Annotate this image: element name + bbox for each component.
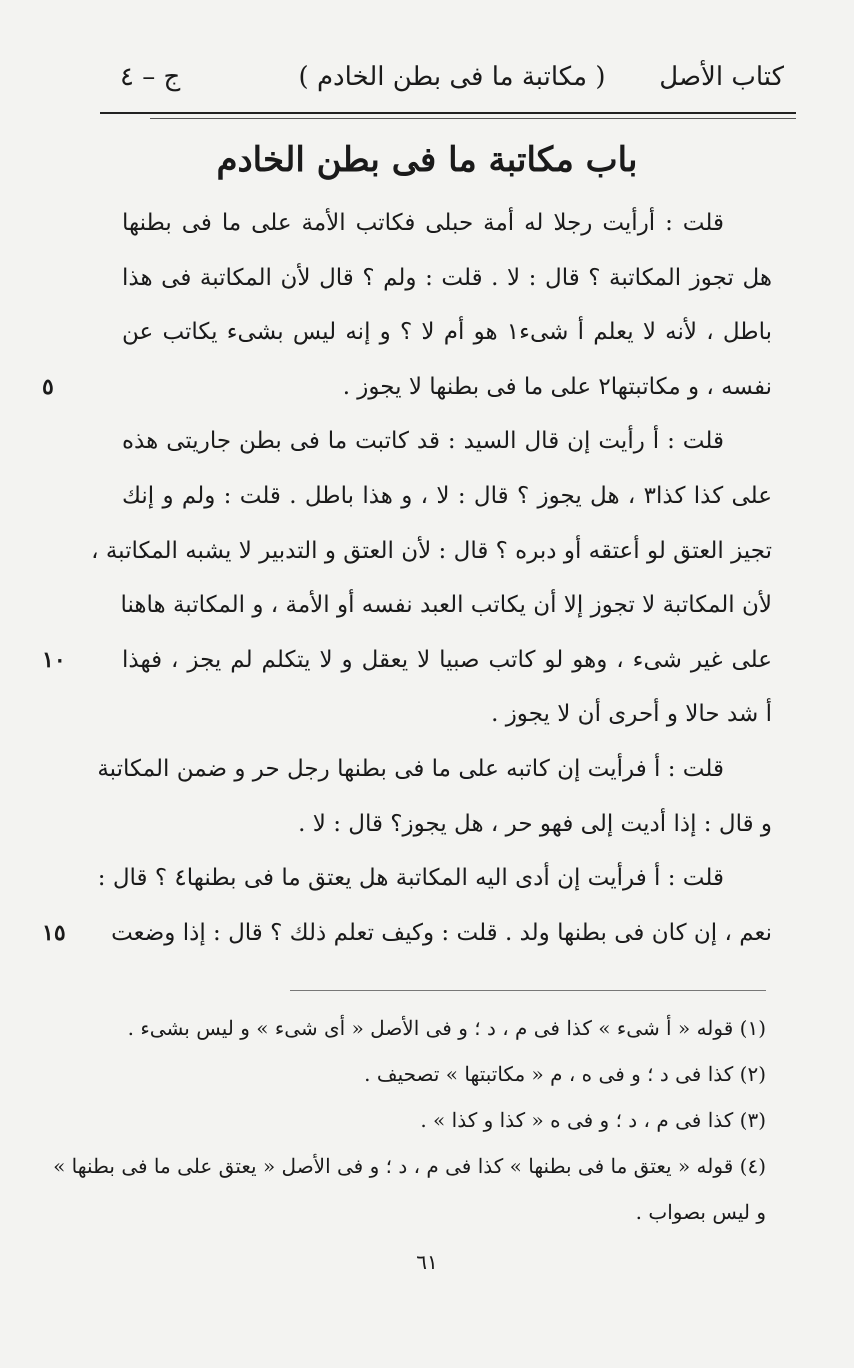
header-book-title: كتاب الأصل [659, 62, 784, 92]
header-chapter-title: ( مكاتبة ما فى بطن الخادم ) [298, 62, 606, 92]
footnote-rule [290, 990, 766, 991]
section-title: باب مكاتبة ما فى بطن الخادم [216, 140, 638, 180]
text-line: تجيز العتق لو أعتقه أو دبره ؟ قال : لأن العتق و التدبير لا يشبه المكاتبة ، [91, 537, 772, 564]
text-line: نعم ، إن كان فى بطنها ولد . قلت : وكيف تعلم ذلك ؟ قال : إذا وضعت [111, 919, 772, 946]
text-line: باطل ، لأنه لا يعلم أ شىء١ هو أم لا ؟ و إنه ليس بشىء يكاتب عن [122, 319, 772, 346]
text-line: نفسه ، و مكاتبتها٢ على ما فى بطنها لا يجوز . [342, 373, 772, 400]
header-rule [100, 112, 796, 114]
header-rule-thin [150, 118, 796, 119]
line-number: ٥ [42, 373, 54, 400]
page-number: ٦١ [416, 1250, 438, 1274]
line-number: ١٠ [42, 646, 66, 673]
footnote: (١) قوله « أ شىء » كذا فى م ، د ؛ و فى الأصل « أى شىء » و ليس بشىء . [127, 1016, 766, 1040]
footnote: (٢) كذا فى د ؛ و فى ه ، م « مكاتبتها » تصحيف . [364, 1062, 766, 1086]
text-line: قلت : أ فرأيت إن أدى اليه المكاتبة هل يعتق ما فى بطنها٤ ؟ قال : [97, 865, 724, 892]
text-line: قلت : أ فرأيت إن كاتبه على ما فى بطنها رجل حر و ضمن المكاتبة [97, 755, 724, 782]
text-line: على كذا كذا٣ ، هل يجوز ؟ قال : لا ، و هذا باطل . قلت : ولم و إنك [122, 482, 772, 509]
text-line: لأن المكاتبة لا تجوز إلا أن يكاتب العبد نفسه أو الأمة ، و المكاتبة هاهنا [120, 592, 772, 619]
text-line: قلت : أرأيت رجلا له أمة حبلى فكاتب الأمة على ما فى بطنها [122, 210, 724, 236]
text-line: أ شد حالا و أحرى أن لا يجوز . [491, 701, 772, 728]
footnote: (٣) كذا فى م ، د ؛ و فى ه « كذا و كذا » . [420, 1108, 766, 1132]
footnote: و ليس بصواب . [635, 1200, 766, 1224]
footnotes [53, 1005, 766, 1235]
text-line: هل تجوز المكاتبة ؟ قال : لا . قلت : ولم ؟ قال لأن المكاتبة فى هذا [122, 264, 772, 291]
text-line: قلت : أ رأيت إن قال السيد : قد كاتبت ما فى بطن جاريتى هذه [122, 428, 724, 455]
line-number: ١٥ [42, 919, 66, 946]
text-line: على غير شىء ، وهو لو كاتب صبيا لا يعقل و لا يتكلم لم يجز ، فهذا [122, 646, 772, 673]
footnote: (٤) قوله « يعتق ما فى بطنها » كذا فى م ، د ؛ و فى الأصل « يعتق على ما فى بطنها » [53, 1154, 766, 1178]
main-text [42, 196, 772, 960]
header-volume: ج – ٤ [120, 62, 181, 92]
text-line: و قال : إذا أديت إلى فهو حر ، هل يجوز؟ قال : لا . [298, 810, 772, 837]
running-header [120, 62, 784, 102]
